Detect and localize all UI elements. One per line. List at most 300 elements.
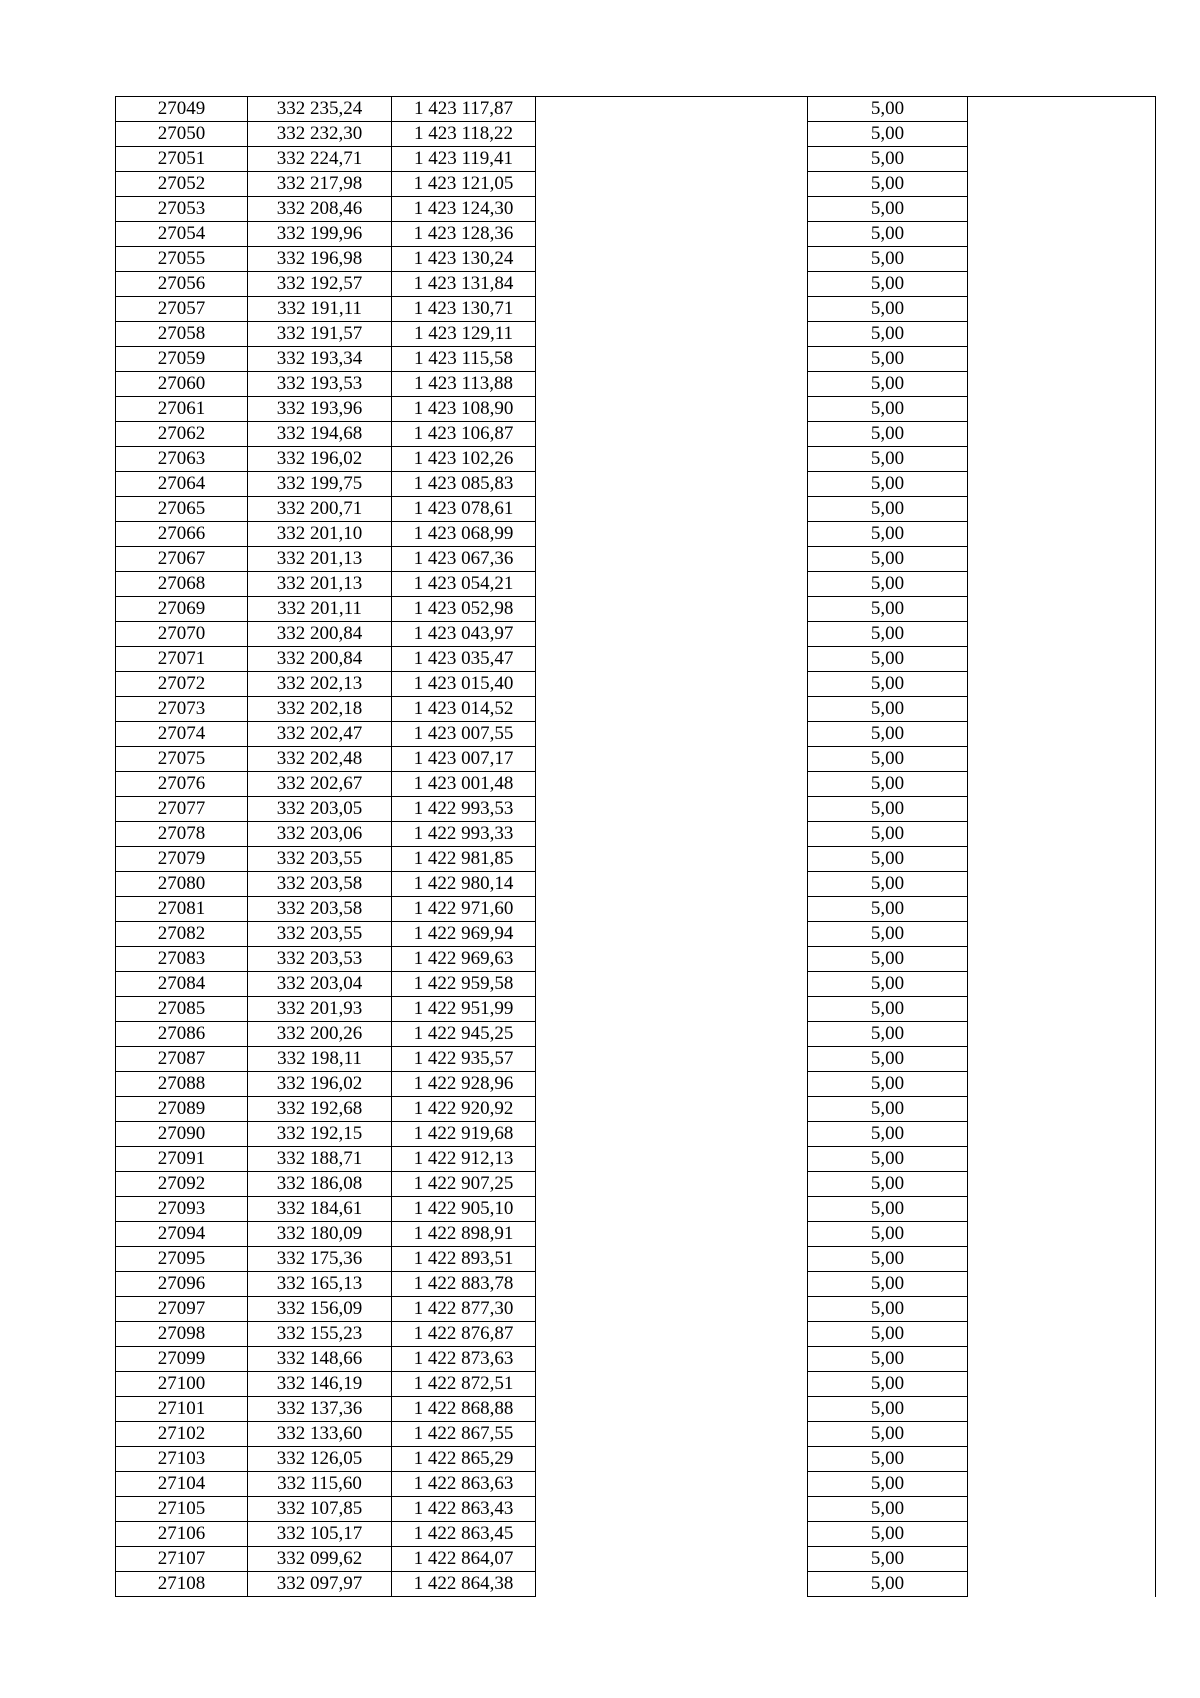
x-coordinate-cell: 332 199,75 <box>248 472 392 497</box>
table-row <box>116 1497 1156 1522</box>
value-cell: 5,00 <box>808 1047 968 1072</box>
value-cell: 5,00 <box>808 847 968 872</box>
point-number-cell: 27049 <box>116 97 248 122</box>
empty-cell <box>968 797 1156 822</box>
y-coordinate-cell: 1 423 129,11 <box>392 322 536 347</box>
x-coordinate-cell: 332 099,62 <box>248 1547 392 1572</box>
x-coordinate-cell: 332 198,11 <box>248 1047 392 1072</box>
point-number-cell: 27085 <box>116 997 248 1022</box>
x-coordinate-cell: 332 202,47 <box>248 722 392 747</box>
x-coordinate-cell: 332 146,19 <box>248 1372 392 1397</box>
point-number-cell: 27073 <box>116 697 248 722</box>
empty-cell <box>536 672 808 697</box>
empty-cell <box>536 1497 808 1522</box>
x-coordinate-cell: 332 201,93 <box>248 997 392 1022</box>
x-coordinate-cell: 332 192,15 <box>248 1122 392 1147</box>
table-row <box>116 1322 1156 1347</box>
empty-cell <box>536 497 808 522</box>
x-coordinate-cell: 332 165,13 <box>248 1272 392 1297</box>
x-coordinate-cell: 332 202,13 <box>248 672 392 697</box>
empty-cell <box>968 1022 1156 1047</box>
y-coordinate-cell: 1 423 085,83 <box>392 472 536 497</box>
empty-cell <box>536 947 808 972</box>
point-number-cell: 27067 <box>116 547 248 572</box>
value-cell: 5,00 <box>808 1097 968 1122</box>
empty-cell <box>968 1047 1156 1072</box>
empty-cell <box>536 1272 808 1297</box>
y-coordinate-cell: 1 422 969,94 <box>392 922 536 947</box>
empty-cell <box>968 1247 1156 1272</box>
empty-cell <box>536 1547 808 1572</box>
x-coordinate-cell: 332 202,48 <box>248 747 392 772</box>
table-row <box>116 822 1156 847</box>
table-row <box>116 1472 1156 1497</box>
empty-cell <box>968 647 1156 672</box>
x-coordinate-cell: 332 203,05 <box>248 797 392 822</box>
x-coordinate-cell: 332 193,34 <box>248 347 392 372</box>
x-coordinate-cell: 332 155,23 <box>248 1322 392 1347</box>
table-row <box>116 622 1156 647</box>
point-number-cell: 27108 <box>116 1572 248 1597</box>
value-cell: 5,00 <box>808 347 968 372</box>
empty-cell <box>968 1372 1156 1397</box>
point-number-cell: 27064 <box>116 472 248 497</box>
point-number-cell: 27086 <box>116 1022 248 1047</box>
point-number-cell: 27069 <box>116 597 248 622</box>
x-coordinate-cell: 332 097,97 <box>248 1572 392 1597</box>
value-cell: 5,00 <box>808 1397 968 1422</box>
point-number-cell: 27105 <box>116 1497 248 1522</box>
empty-cell <box>536 222 808 247</box>
value-cell: 5,00 <box>808 1172 968 1197</box>
point-number-cell: 27090 <box>116 1122 248 1147</box>
value-cell: 5,00 <box>808 797 968 822</box>
point-number-cell: 27103 <box>116 1447 248 1472</box>
empty-cell <box>968 1272 1156 1297</box>
empty-cell <box>536 922 808 947</box>
empty-cell <box>536 1247 808 1272</box>
x-coordinate-cell: 332 115,60 <box>248 1472 392 1497</box>
x-coordinate-cell: 332 203,04 <box>248 972 392 997</box>
y-coordinate-cell: 1 422 935,57 <box>392 1047 536 1072</box>
point-number-cell: 27078 <box>116 822 248 847</box>
point-number-cell: 27083 <box>116 947 248 972</box>
value-cell: 5,00 <box>808 872 968 897</box>
x-coordinate-cell: 332 217,98 <box>248 172 392 197</box>
empty-cell <box>968 1147 1156 1172</box>
y-coordinate-cell: 1 422 971,60 <box>392 897 536 922</box>
empty-cell <box>536 472 808 497</box>
point-number-cell: 27079 <box>116 847 248 872</box>
y-coordinate-cell: 1 423 117,87 <box>392 97 536 122</box>
table-row <box>116 147 1156 172</box>
empty-cell <box>968 947 1156 972</box>
empty-cell <box>968 972 1156 997</box>
value-cell: 5,00 <box>808 622 968 647</box>
empty-cell <box>536 1372 808 1397</box>
empty-cell <box>968 1222 1156 1247</box>
empty-cell <box>968 597 1156 622</box>
table-row <box>116 572 1156 597</box>
value-cell: 5,00 <box>808 397 968 422</box>
x-coordinate-cell: 332 156,09 <box>248 1297 392 1322</box>
value-cell: 5,00 <box>808 547 968 572</box>
empty-cell <box>968 447 1156 472</box>
x-coordinate-cell: 332 203,55 <box>248 847 392 872</box>
value-cell: 5,00 <box>808 572 968 597</box>
empty-cell <box>968 772 1156 797</box>
point-number-cell: 27051 <box>116 147 248 172</box>
table-row <box>116 997 1156 1022</box>
empty-cell <box>536 1522 808 1547</box>
point-number-cell: 27081 <box>116 897 248 922</box>
y-coordinate-cell: 1 422 877,30 <box>392 1297 536 1322</box>
x-coordinate-cell: 332 232,30 <box>248 122 392 147</box>
table-row <box>116 597 1156 622</box>
empty-cell <box>968 922 1156 947</box>
value-cell: 5,00 <box>808 647 968 672</box>
table-row <box>116 1047 1156 1072</box>
table-row <box>116 1422 1156 1447</box>
value-cell: 5,00 <box>808 297 968 322</box>
table-row <box>116 1297 1156 1322</box>
empty-cell <box>536 1147 808 1172</box>
empty-cell <box>536 347 808 372</box>
y-coordinate-cell: 1 422 868,88 <box>392 1397 536 1422</box>
x-coordinate-cell: 332 148,66 <box>248 1347 392 1372</box>
x-coordinate-cell: 332 196,02 <box>248 1072 392 1097</box>
y-coordinate-cell: 1 422 920,92 <box>392 1097 536 1122</box>
coordinates-table <box>115 96 1156 1597</box>
empty-cell <box>968 1122 1156 1147</box>
x-coordinate-cell: 332 201,13 <box>248 547 392 572</box>
table-row <box>116 697 1156 722</box>
point-number-cell: 27089 <box>116 1097 248 1122</box>
y-coordinate-cell: 1 422 873,63 <box>392 1347 536 1372</box>
empty-cell <box>536 697 808 722</box>
empty-cell <box>536 1297 808 1322</box>
table-row <box>116 372 1156 397</box>
x-coordinate-cell: 332 186,08 <box>248 1172 392 1197</box>
point-number-cell: 27100 <box>116 1372 248 1397</box>
y-coordinate-cell: 1 422 980,14 <box>392 872 536 897</box>
table-row <box>116 1572 1156 1597</box>
table-row <box>116 422 1156 447</box>
value-cell: 5,00 <box>808 147 968 172</box>
y-coordinate-cell: 1 422 872,51 <box>392 1372 536 1397</box>
value-cell: 5,00 <box>808 822 968 847</box>
empty-cell <box>536 297 808 322</box>
empty-cell <box>536 322 808 347</box>
empty-cell <box>968 697 1156 722</box>
x-coordinate-cell: 332 188,71 <box>248 1147 392 1172</box>
x-coordinate-cell: 332 105,17 <box>248 1522 392 1547</box>
x-coordinate-cell: 332 184,61 <box>248 1197 392 1222</box>
table-row <box>116 1247 1156 1272</box>
point-number-cell: 27070 <box>116 622 248 647</box>
point-number-cell: 27063 <box>116 447 248 472</box>
x-coordinate-cell: 332 137,36 <box>248 1397 392 1422</box>
empty-cell <box>968 1572 1156 1597</box>
point-number-cell: 27102 <box>116 1422 248 1447</box>
y-coordinate-cell: 1 423 124,30 <box>392 197 536 222</box>
table-row <box>116 747 1156 772</box>
value-cell: 5,00 <box>808 197 968 222</box>
point-number-cell: 27106 <box>116 1522 248 1547</box>
value-cell: 5,00 <box>808 1522 968 1547</box>
empty-cell <box>536 1222 808 1247</box>
x-coordinate-cell: 332 201,11 <box>248 597 392 622</box>
value-cell: 5,00 <box>808 1272 968 1297</box>
empty-cell <box>968 822 1156 847</box>
point-number-cell: 27066 <box>116 522 248 547</box>
value-cell: 5,00 <box>808 1547 968 1572</box>
point-number-cell: 27094 <box>116 1222 248 1247</box>
y-coordinate-cell: 1 423 106,87 <box>392 422 536 447</box>
x-coordinate-cell: 332 203,58 <box>248 897 392 922</box>
table-row <box>116 1447 1156 1472</box>
point-number-cell: 27057 <box>116 297 248 322</box>
table-row <box>116 797 1156 822</box>
y-coordinate-cell: 1 423 130,24 <box>392 247 536 272</box>
point-number-cell: 27052 <box>116 172 248 197</box>
x-coordinate-cell: 332 203,06 <box>248 822 392 847</box>
empty-cell <box>968 372 1156 397</box>
empty-cell <box>536 422 808 447</box>
point-number-cell: 27055 <box>116 247 248 272</box>
x-coordinate-cell: 332 191,11 <box>248 297 392 322</box>
x-coordinate-cell: 332 196,98 <box>248 247 392 272</box>
point-number-cell: 27068 <box>116 572 248 597</box>
x-coordinate-cell: 332 202,18 <box>248 697 392 722</box>
x-coordinate-cell: 332 200,84 <box>248 622 392 647</box>
x-coordinate-cell: 332 200,71 <box>248 497 392 522</box>
empty-cell <box>536 1422 808 1447</box>
table-row <box>116 897 1156 922</box>
y-coordinate-cell: 1 422 876,87 <box>392 1322 536 1347</box>
value-cell: 5,00 <box>808 722 968 747</box>
empty-cell <box>536 172 808 197</box>
y-coordinate-cell: 1 422 969,63 <box>392 947 536 972</box>
table-row <box>116 297 1156 322</box>
point-number-cell: 27088 <box>116 1072 248 1097</box>
empty-cell <box>968 572 1156 597</box>
y-coordinate-cell: 1 423 007,55 <box>392 722 536 747</box>
value-cell: 5,00 <box>808 522 968 547</box>
value-cell: 5,00 <box>808 1197 968 1222</box>
x-coordinate-cell: 332 201,13 <box>248 572 392 597</box>
empty-cell <box>968 522 1156 547</box>
x-coordinate-cell: 332 201,10 <box>248 522 392 547</box>
value-cell: 5,00 <box>808 1022 968 1047</box>
empty-cell <box>536 1397 808 1422</box>
value-cell: 5,00 <box>808 1122 968 1147</box>
empty-cell <box>968 1097 1156 1122</box>
table-row <box>116 1222 1156 1247</box>
y-coordinate-cell: 1 422 912,13 <box>392 1147 536 1172</box>
value-cell: 5,00 <box>808 897 968 922</box>
value-cell: 5,00 <box>808 1422 968 1447</box>
x-coordinate-cell: 332 224,71 <box>248 147 392 172</box>
value-cell: 5,00 <box>808 1222 968 1247</box>
point-number-cell: 27101 <box>116 1397 248 1422</box>
point-number-cell: 27072 <box>116 672 248 697</box>
empty-cell <box>968 997 1156 1022</box>
table-row <box>116 172 1156 197</box>
empty-cell <box>968 672 1156 697</box>
empty-cell <box>968 322 1156 347</box>
value-cell: 5,00 <box>808 1247 968 1272</box>
x-coordinate-cell: 332 191,57 <box>248 322 392 347</box>
empty-cell <box>536 547 808 572</box>
table-row <box>116 947 1156 972</box>
y-coordinate-cell: 1 423 128,36 <box>392 222 536 247</box>
y-coordinate-cell: 1 422 864,38 <box>392 1572 536 1597</box>
value-cell: 5,00 <box>808 122 968 147</box>
x-coordinate-cell: 332 200,84 <box>248 647 392 672</box>
point-number-cell: 27077 <box>116 797 248 822</box>
empty-cell <box>968 347 1156 372</box>
point-number-cell: 27097 <box>116 1297 248 1322</box>
empty-cell <box>968 472 1156 497</box>
empty-cell <box>536 1072 808 1097</box>
y-coordinate-cell: 1 422 981,85 <box>392 847 536 872</box>
value-cell: 5,00 <box>808 222 968 247</box>
empty-cell <box>968 1397 1156 1422</box>
point-number-cell: 27062 <box>116 422 248 447</box>
empty-cell <box>968 1297 1156 1322</box>
empty-cell <box>968 247 1156 272</box>
x-coordinate-cell: 332 107,85 <box>248 1497 392 1522</box>
empty-cell <box>968 1197 1156 1222</box>
table-row <box>116 1347 1156 1372</box>
table-row <box>116 547 1156 572</box>
empty-cell <box>536 1572 808 1597</box>
empty-cell <box>968 122 1156 147</box>
y-coordinate-cell: 1 423 108,90 <box>392 397 536 422</box>
y-coordinate-cell: 1 423 067,36 <box>392 547 536 572</box>
empty-cell <box>536 897 808 922</box>
table-row <box>116 772 1156 797</box>
empty-cell <box>968 422 1156 447</box>
empty-cell <box>968 1322 1156 1347</box>
y-coordinate-cell: 1 423 054,21 <box>392 572 536 597</box>
empty-cell <box>968 397 1156 422</box>
value-cell: 5,00 <box>808 1447 968 1472</box>
point-number-cell: 27082 <box>116 922 248 947</box>
x-coordinate-cell: 332 208,46 <box>248 197 392 222</box>
y-coordinate-cell: 1 422 863,45 <box>392 1522 536 1547</box>
table-row <box>116 1547 1156 1572</box>
table-row <box>116 322 1156 347</box>
value-cell: 5,00 <box>808 747 968 772</box>
empty-cell <box>536 647 808 672</box>
table-row <box>116 272 1156 297</box>
empty-cell <box>536 1047 808 1072</box>
table-row <box>116 722 1156 747</box>
y-coordinate-cell: 1 422 863,43 <box>392 1497 536 1522</box>
empty-cell <box>536 522 808 547</box>
y-coordinate-cell: 1 423 007,17 <box>392 747 536 772</box>
y-coordinate-cell: 1 423 078,61 <box>392 497 536 522</box>
empty-cell <box>536 1097 808 1122</box>
point-number-cell: 27058 <box>116 322 248 347</box>
y-coordinate-cell: 1 423 119,41 <box>392 147 536 172</box>
table-row <box>116 97 1156 122</box>
point-number-cell: 27080 <box>116 872 248 897</box>
empty-cell <box>536 1022 808 1047</box>
point-number-cell: 27059 <box>116 347 248 372</box>
y-coordinate-cell: 1 423 068,99 <box>392 522 536 547</box>
empty-cell <box>536 722 808 747</box>
x-coordinate-cell: 332 235,24 <box>248 97 392 122</box>
table-row <box>116 1397 1156 1422</box>
empty-cell <box>536 1172 808 1197</box>
table-row <box>116 1072 1156 1097</box>
x-coordinate-cell: 332 199,96 <box>248 222 392 247</box>
empty-cell <box>968 297 1156 322</box>
table-row <box>116 497 1156 522</box>
empty-cell <box>536 1472 808 1497</box>
point-number-cell: 27098 <box>116 1322 248 1347</box>
empty-cell <box>536 272 808 297</box>
x-coordinate-cell: 332 203,55 <box>248 922 392 947</box>
point-number-cell: 27091 <box>116 1147 248 1172</box>
value-cell: 5,00 <box>808 447 968 472</box>
empty-cell <box>536 822 808 847</box>
table-row <box>116 247 1156 272</box>
value-cell: 5,00 <box>808 597 968 622</box>
point-number-cell: 27099 <box>116 1347 248 1372</box>
empty-cell <box>536 797 808 822</box>
empty-cell <box>536 197 808 222</box>
value-cell: 5,00 <box>808 322 968 347</box>
value-cell: 5,00 <box>808 372 968 397</box>
point-number-cell: 27050 <box>116 122 248 147</box>
point-number-cell: 27054 <box>116 222 248 247</box>
point-number-cell: 27092 <box>116 1172 248 1197</box>
table-row <box>116 472 1156 497</box>
empty-cell <box>968 222 1156 247</box>
y-coordinate-cell: 1 423 121,05 <box>392 172 536 197</box>
empty-cell <box>968 1497 1156 1522</box>
point-number-cell: 27093 <box>116 1197 248 1222</box>
empty-cell <box>968 1347 1156 1372</box>
empty-cell <box>536 597 808 622</box>
table-row <box>116 672 1156 697</box>
table-row <box>116 872 1156 897</box>
table-row <box>116 1122 1156 1147</box>
table-row <box>116 1097 1156 1122</box>
y-coordinate-cell: 1 422 898,91 <box>392 1222 536 1247</box>
empty-cell <box>536 622 808 647</box>
y-coordinate-cell: 1 423 131,84 <box>392 272 536 297</box>
empty-cell <box>536 972 808 997</box>
point-number-cell: 27084 <box>116 972 248 997</box>
value-cell: 5,00 <box>808 1297 968 1322</box>
point-number-cell: 27096 <box>116 1272 248 1297</box>
x-coordinate-cell: 332 175,36 <box>248 1247 392 1272</box>
point-number-cell: 27071 <box>116 647 248 672</box>
value-cell: 5,00 <box>808 972 968 997</box>
empty-cell <box>968 897 1156 922</box>
y-coordinate-cell: 1 423 130,71 <box>392 297 536 322</box>
value-cell: 5,00 <box>808 1322 968 1347</box>
empty-cell <box>968 172 1156 197</box>
y-coordinate-cell: 1 422 959,58 <box>392 972 536 997</box>
point-number-cell: 27056 <box>116 272 248 297</box>
table-row <box>116 1197 1156 1222</box>
